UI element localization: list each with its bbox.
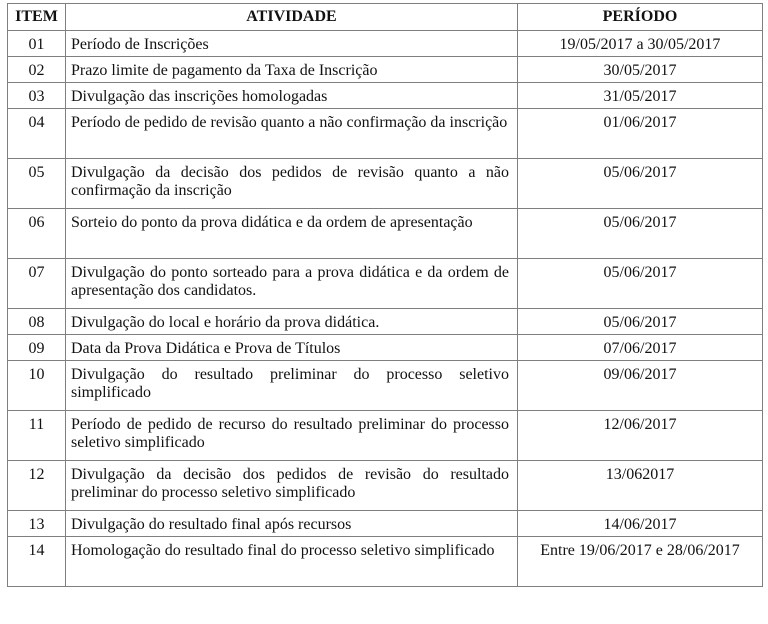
periodo-cell: Entre 19/06/2017 e 28/06/2017 xyxy=(518,537,763,587)
item-cell: 10 xyxy=(8,361,66,411)
periodo-cell: 05/06/2017 xyxy=(518,309,763,335)
table-row xyxy=(8,335,763,361)
table-header-row xyxy=(8,4,763,31)
periodo-cell: 07/06/2017 xyxy=(518,335,763,361)
item-cell: 05 xyxy=(8,159,66,209)
table-row xyxy=(8,259,763,309)
periodo-cell: 05/06/2017 xyxy=(518,259,763,309)
periodo-cell: 14/06/2017 xyxy=(518,511,763,537)
atividade-cell: Divulgação das inscrições homologadas xyxy=(66,83,518,109)
item-cell: 09 xyxy=(8,335,66,361)
periodo-cell: 12/06/2017 xyxy=(518,411,763,461)
atividade-cell: Sorteio do ponto da prova didática e da ordem de apresentação xyxy=(66,209,518,259)
item-cell: 01 xyxy=(8,31,66,57)
item-cell: 02 xyxy=(8,57,66,83)
atividade-cell: Divulgação do local e horário da prova didática. xyxy=(66,309,518,335)
atividade-cell: Data da Prova Didática e Prova de Títulos xyxy=(66,335,518,361)
atividade-cell: Divulgação da decisão dos pedidos de revisão do resultado preliminar do processo seletivo simplificado xyxy=(66,461,518,511)
periodo-cell: 09/06/2017 xyxy=(518,361,763,411)
atividade-cell: Período de Inscrições xyxy=(66,31,518,57)
table-row xyxy=(8,31,763,57)
header-item: ITEM xyxy=(8,4,66,31)
item-cell: 11 xyxy=(8,411,66,461)
periodo-cell: 19/05/2017 a 30/05/2017 xyxy=(518,31,763,57)
table-row xyxy=(8,83,763,109)
atividade-cell: Divulgação do resultado preliminar do processo seletivo simplificado xyxy=(66,361,518,411)
atividade-cell: Divulgação do ponto sorteado para a prova didática e da ordem de apresentação dos candidatos. xyxy=(66,259,518,309)
item-cell: 03 xyxy=(8,83,66,109)
periodo-cell: 31/05/2017 xyxy=(518,83,763,109)
periodo-cell: 05/06/2017 xyxy=(518,209,763,259)
table-row xyxy=(8,537,763,587)
table-row xyxy=(8,209,763,259)
table-row xyxy=(8,361,763,411)
periodo-cell: 01/06/2017 xyxy=(518,109,763,159)
periodo-cell: 05/06/2017 xyxy=(518,159,763,209)
item-cell: 07 xyxy=(8,259,66,309)
header-periodo: PERÍODO xyxy=(518,4,763,31)
periodo-cell: 30/05/2017 xyxy=(518,57,763,83)
table-row xyxy=(8,309,763,335)
item-cell: 04 xyxy=(8,109,66,159)
atividade-cell: Prazo limite de pagamento da Taxa de Inscrição xyxy=(66,57,518,83)
table-row xyxy=(8,109,763,159)
table-row xyxy=(8,511,763,537)
table-row xyxy=(8,411,763,461)
atividade-cell: Divulgação da decisão dos pedidos de revisão quanto a não confirmação da inscrição xyxy=(66,159,518,209)
periodo-cell: 13/062017 xyxy=(518,461,763,511)
table-row xyxy=(8,57,763,83)
atividade-cell: Período de pedido de recurso do resultado preliminar do processo seletivo simplificado xyxy=(66,411,518,461)
schedule-table xyxy=(7,3,763,587)
header-atividade: ATIVIDADE xyxy=(66,4,518,31)
atividade-cell: Período de pedido de revisão quanto a não confirmação da inscrição xyxy=(66,109,518,159)
table-row xyxy=(8,159,763,209)
item-cell: 14 xyxy=(8,537,66,587)
item-cell: 12 xyxy=(8,461,66,511)
item-cell: 06 xyxy=(8,209,66,259)
item-cell: 13 xyxy=(8,511,66,537)
table-row xyxy=(8,461,763,511)
atividade-cell: Homologação do resultado final do processo seletivo simplificado xyxy=(66,537,518,587)
item-cell: 08 xyxy=(8,309,66,335)
atividade-cell: Divulgação do resultado final após recursos xyxy=(66,511,518,537)
